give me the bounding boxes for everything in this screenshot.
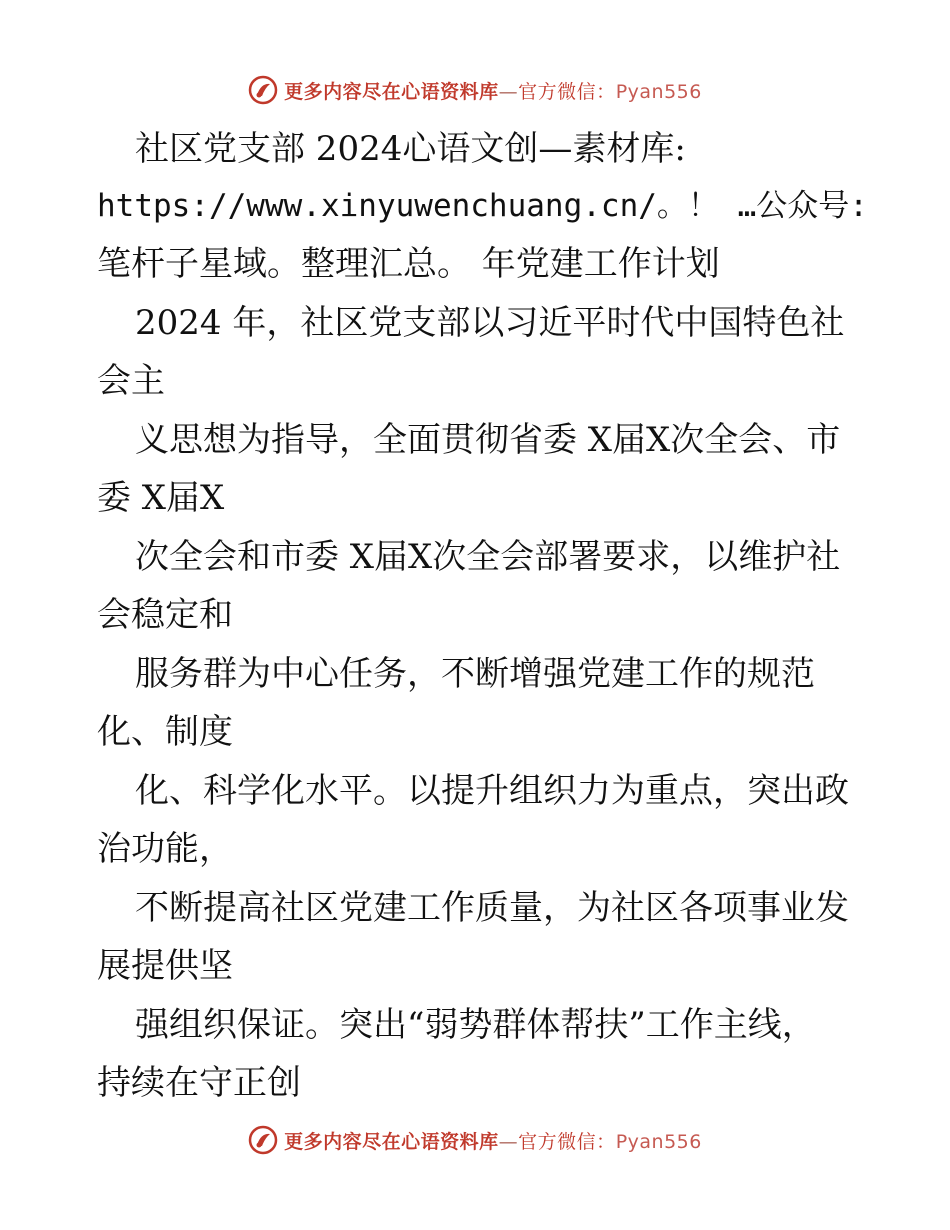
banner-wechat-id: Pyan556 bbox=[615, 80, 702, 103]
text-line: 化、制度 bbox=[97, 712, 233, 752]
text-line: 会稳定和 bbox=[97, 595, 233, 635]
text-line: 强组织保证。突出“弱势群体帮扶”工作主线， bbox=[135, 1005, 816, 1045]
text-line: 不断提高社区党建工作质量，为社区各项事业发 bbox=[135, 888, 849, 928]
banner-wechat-label: 官方微信： bbox=[518, 1130, 616, 1153]
text-line: 社区党支部 2024心语文创—素材库: bbox=[135, 129, 686, 169]
footer-banner bbox=[0, 1122, 950, 1158]
banner-slogan: 更多内容尽在心语资料库 bbox=[284, 80, 499, 103]
text-line: 会主 bbox=[97, 361, 165, 401]
text-line: 义思想为指导，全面贯彻省委 X届X次全会、市 bbox=[135, 420, 841, 460]
text-line: 持续在守正创 bbox=[97, 1063, 301, 1103]
banner-slogan: 更多内容尽在心语资料库 bbox=[284, 1130, 499, 1153]
banner-wechat-label: 官方微信： bbox=[518, 80, 616, 103]
text-line: 委 X届X bbox=[97, 478, 225, 518]
text-line-url: https://www.xinyuwenchuang.cn/。！ …公众号: bbox=[97, 188, 868, 224]
text-line: 服务群为中心任务，不断增强党建工作的规范 bbox=[135, 654, 815, 694]
brush-seal-icon bbox=[248, 1125, 278, 1155]
banner-wechat-id: Pyan556 bbox=[615, 1130, 702, 1153]
text-line: 2024 年，社区党支部以习近平时代中国特色社 bbox=[135, 303, 845, 343]
footer-banner-text bbox=[284, 1127, 702, 1154]
text-line: 笔杆子星域。整理汇总。 年党建工作计划 bbox=[97, 244, 720, 284]
banner-separator: — bbox=[498, 1130, 519, 1153]
text-line: 治功能， bbox=[97, 829, 233, 869]
text-line: 展提供坚 bbox=[97, 946, 233, 986]
text-line: 次全会和市委 X届X次全会部署要求，以维护社 bbox=[135, 537, 841, 577]
banner-separator: — bbox=[498, 80, 519, 103]
text-line: 化、科学化水平。以提升组织力为重点，突出政 bbox=[135, 771, 849, 811]
